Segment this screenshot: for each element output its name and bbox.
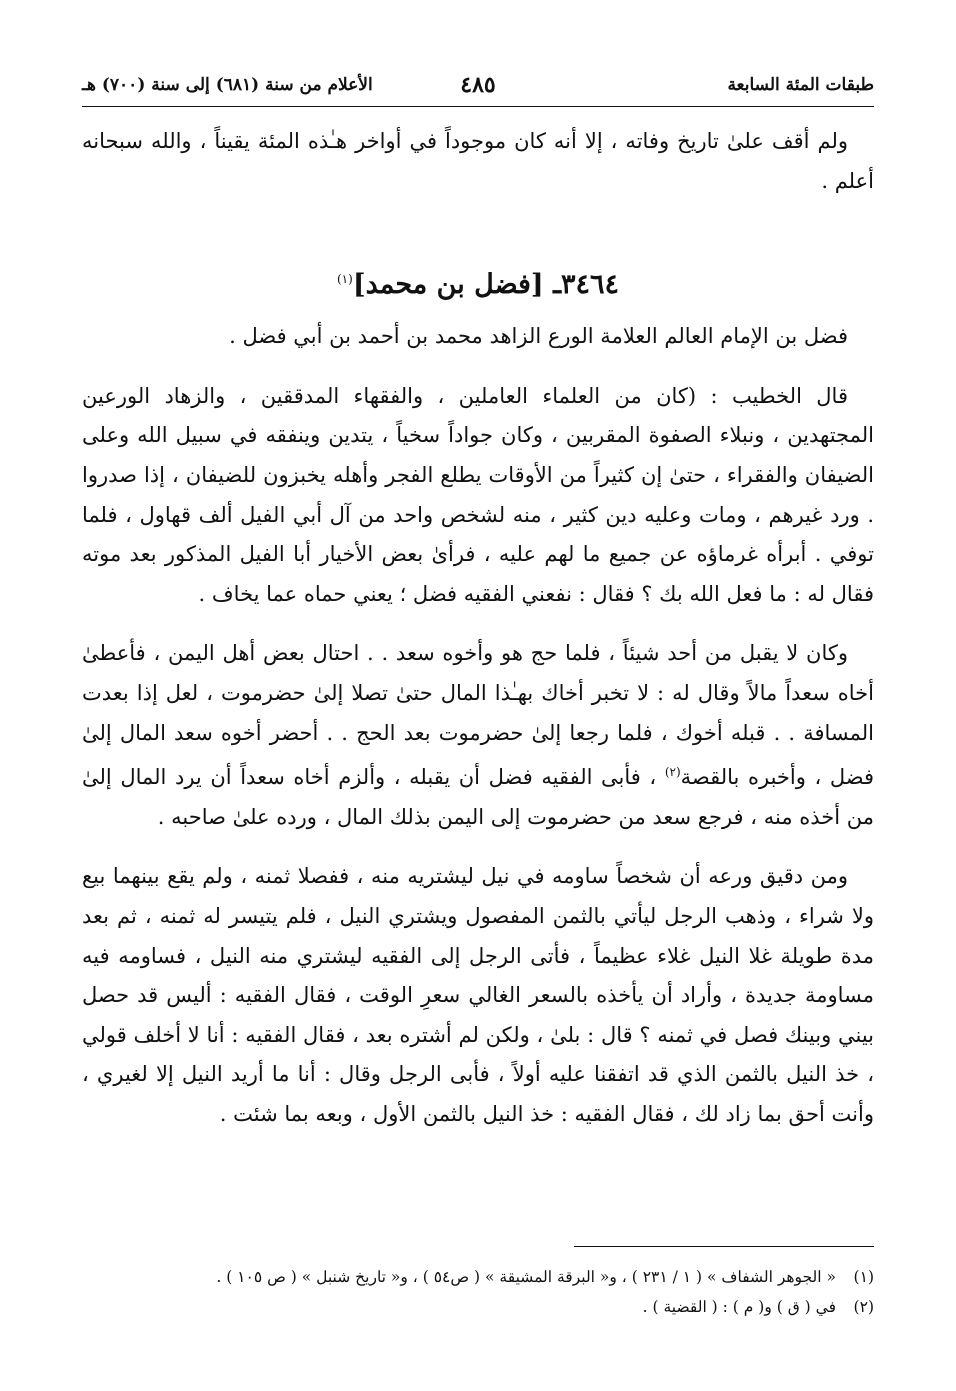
- running-header: [82, 68, 874, 102]
- footnote-number: (٢): [853, 1298, 874, 1316]
- header-divider: [82, 106, 874, 107]
- header-book-title: طبقات المئة السابعة: [727, 75, 874, 95]
- footnote-2: [82, 1292, 874, 1322]
- intro-paragraph: ولم أقف علىٰ تاريخ وفاته ، إلا أنه كان موجوداً في أواخر هـٰذه المئة يقيناً ، والله سبحانه أعلم .: [82, 129, 874, 193]
- paragraph-gift-part-1: وكان لا يقبل من أحد شيئاً ، فلما حج هو وأخوه سعد . . احتال بعض أهل اليمن ، فأعطىٰ أخاه سعداً مالاً وقال له : لا تخبر أخاك بهـٰذا المال حتىٰ تصلا إلىٰ حضرموت ، لعل إذا بعدت المسافة . . قبله أخوك ، فلما رجعا إلىٰ حضرموت بعد الحج . . أحضر أخوه سعد المال إلىٰ فضل ، وأخبره بالقصة: [82, 641, 874, 790]
- footnote-text: « الجوهر الشفاف » ( ١ / ٢٣١ ) ، و« البرقة المشيقة » ( ص٥٤ ) ، و« تاريخ شنبل » ( ص ١٠٥ ) .: [216, 1268, 836, 1286]
- footnote-1: [82, 1262, 874, 1292]
- main-text: [82, 122, 874, 1134]
- entry-footnote-ref: (١): [336, 272, 353, 287]
- entry-heading: [82, 257, 874, 307]
- footnote-number: (١): [853, 1268, 874, 1286]
- header-section-title: الأعلام من سنة (٦٨١) إلى سنة (٧٠٠) هـ: [82, 75, 373, 95]
- paragraph-khatib: قال الخطيب : (كان من العلماء العاملين ، والفقهاء المدققين ، والزهاد الورعين المجتهدين ، ونبلاء الصفوة المقربين ، وكان جواداً سخياً ، يتدين وينفقه في سبيل الله وعلى الضيفان والفقراء ، حتىٰ إن كثيراً من الأوقات يطلع الفجر وأهله يخبزون للضيفان ، إذا صدروا . ورد غيرهم ، ومات وعليه دين كثير ، منه لشخص واحد من آل أبي الفيل ألف قهاول ، فلما توفي . أبرأه غرماؤه عن جميع ما لهم عليه ، فرأىٰ بعض الأخيار أبا الفيل المذكور بعد موته فقال له : ما فعل الله بك ؟ فقال : نفعني الفقيه فضل ؛ يعني حماه عما يخاف .: [82, 383, 874, 606]
- footnote-ref-2: (٢): [664, 765, 681, 780]
- footnote-text: في ( ق ) و( م ) : ( القضية ) .: [642, 1298, 836, 1316]
- footnote-divider: [574, 1246, 874, 1247]
- page-number: ٤٨٥: [460, 72, 496, 98]
- paragraph-gift-part-2: ، فأبى الفقيه فضل أن يقبله ، وألزم أخاه سعداً أن يرد المال إلىٰ من أخذه منه ، فرجع سعد من حضرموت إلى اليمن بذلك المال ، ورده علىٰ صاحبه .: [82, 765, 874, 829]
- paragraph-gift: [82, 634, 874, 837]
- entry-title-text: ٣٤٦٤ـ [فضل بن محمد]: [352, 269, 619, 301]
- lineage-paragraph: فضل بن الإمام العالم العلامة الورع الزاهد محمد بن أحمد بن أبي فضل .: [229, 324, 848, 349]
- paragraph-indigo: ومن دقيق ورعه أن شخصاً ساومه في نيل ليشتريه منه ، ففصلا ثمنه ، ولم يقع بينهما بيع ولا شراء ، وذهب الرجل ليأتي بالثمن المفصول ويشتري النيل ، فلم يتيسر له ثمنه ، ثم بعد مدة طويلة غلا النيل غلاء عظيماً ، فأتى الرجل إلى الفقيه ليشتري منه النيل ، فساومه فيه مساومة جديدة ، وأراد أن يأخذه بالسعر الغالي سعرِ الوقت ، فقال الفقيه : أليس قد حصل بيني وبينك فصل في ثمنه ؟ قال : بلىٰ ، ولكن لم أشتره بعد ، فقال الفقيه : أنا لا أخلف قولي ، خذ النيل بالثمن الذي قد اتفقنا عليه أولاً ، فأبى الرجل وقال : أنا ما أريد النيل إلا لغيري ، وأنت أحق بما زاد لك ، فقال الفقيه : خذ النيل بالثمن الأول ، وبعه بما شئت .: [82, 864, 874, 1126]
- footnotes: [82, 1262, 874, 1322]
